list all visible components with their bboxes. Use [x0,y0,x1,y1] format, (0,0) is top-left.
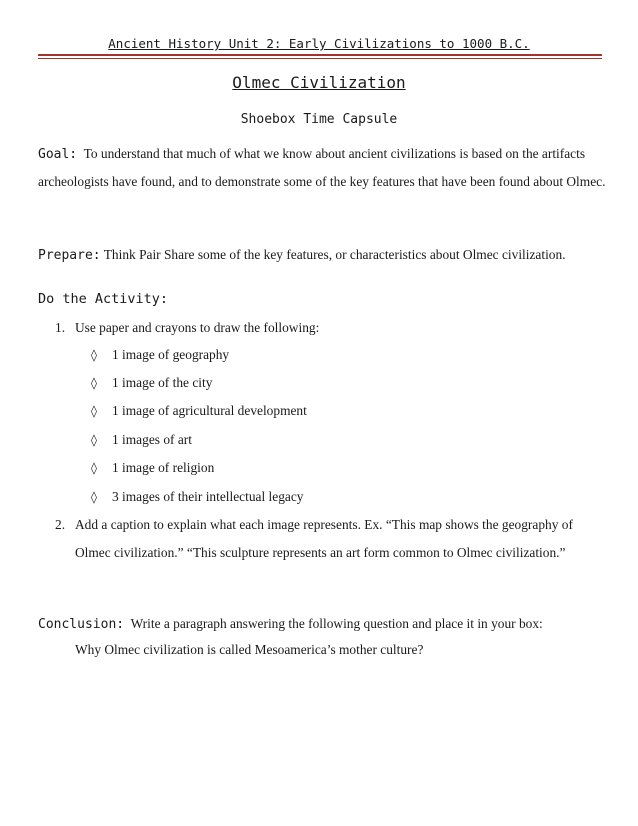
list-item [91,341,229,369]
course-header: Ancient History Unit 2: Early Civilizations to 1000 B.C. [108,36,530,51]
header-rule-thick [38,54,602,56]
prepare-section [38,241,608,269]
goal-section [38,140,608,195]
list-item [91,483,303,511]
step-number: 1. [55,320,66,335]
prepare-text: Think Pair Share some of the key features, or characteristics about Olmec civilization. [103,247,566,262]
list-item-text: 1 image of religion [112,460,215,475]
goal-label: Goal: [38,147,78,162]
list-item [91,397,307,425]
activity-step-1 [55,314,605,342]
conclusion-label: Conclusion: [38,617,125,632]
activity-step-2 [55,511,605,567]
list-item-text: 1 images of art [112,432,192,447]
list-item-text: 1 image of agricultural development [112,403,307,418]
diamond-bullet-icon: ◊ [91,433,97,447]
conclusion-section [38,610,608,638]
conclusion-question: Why Olmec civilization is called Mesoamerica’s mother culture? [75,642,424,657]
list-item-text: 3 images of their intellectual legacy [112,489,304,504]
goal-text: To understand that much of what we know about ancient civilizations is based on the artifacts archeologists have found, and to demonstrate some of the key features that have been found about Olmec. [38,146,606,189]
list-item-text: 1 image of the city [112,375,213,390]
diamond-bullet-icon: ◊ [91,376,97,390]
diamond-bullet-icon: ◊ [91,490,97,504]
conclusion-text: Write a paragraph answering the following question and place it in your box: [130,616,543,631]
diamond-bullet-icon: ◊ [91,404,97,418]
activity-heading: Do the Activity: [38,291,169,307]
prepare-label: Prepare: [38,248,101,263]
header-rule-thin [38,58,602,59]
step-number: 2. [55,517,66,532]
list-item [91,369,212,397]
diamond-bullet-icon: ◊ [91,348,97,362]
diamond-bullet-icon: ◊ [91,461,97,475]
step-text: Use paper and crayons to draw the following: [75,320,320,335]
step-text: Add a caption to explain what each image represents. Ex. “This map shows the geography of Olmec civilization.” “This sculpture represents an art form common to Olmec civilization.” [75,517,573,560]
document-title: Olmec Civilization [232,73,406,92]
document-subtitle: Shoebox Time Capsule [240,112,398,127]
list-item [91,426,192,454]
list-item-text: 1 image of geography [112,347,230,362]
list-item [91,454,214,482]
